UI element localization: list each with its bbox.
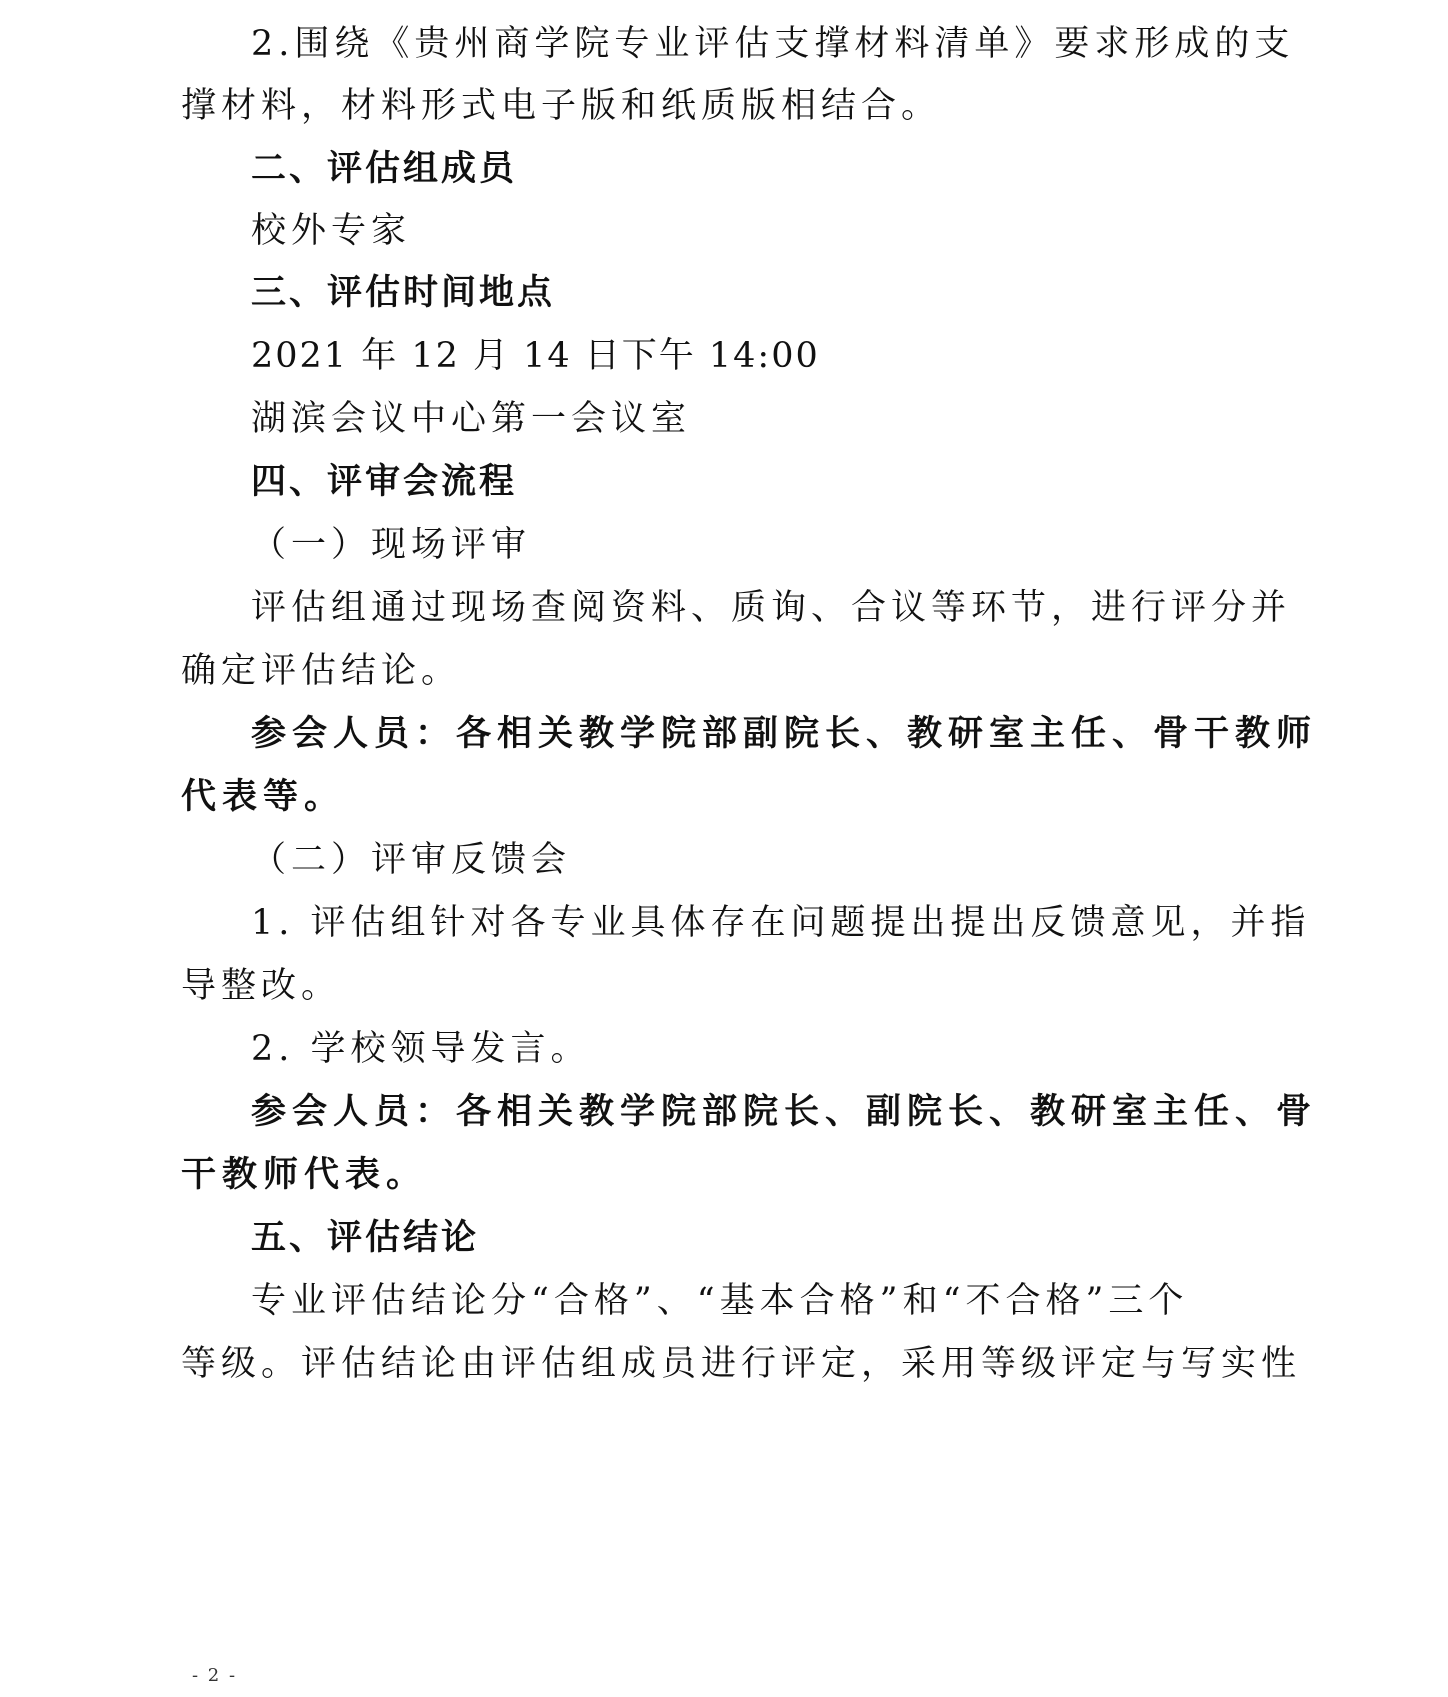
- paragraph-feedback-item-1: 1. 评估组针对各专业具体存在问题提出提出反馈意见，并指: [251, 903, 1311, 943]
- paragraph-attendees-onsite: 参会人员：各相关教学院部副院长、教研室主任、骨干教师: [251, 713, 1318, 754]
- paragraph-external-experts: 校外专家: [251, 211, 412, 251]
- heading-review-process: 四、评审会流程: [251, 462, 518, 502]
- subheading-onsite-review: （一）现场评审: [251, 525, 532, 565]
- paragraph-conclusion-levels: 专业评估结论分“合格”、“基本合格”和“不合格”三个: [251, 1281, 1189, 1321]
- heading-evaluation-members: 二、评估组成员: [251, 149, 518, 189]
- paragraph-attendees-feedback-cont: 干教师代表。: [181, 1154, 428, 1195]
- paragraph-attendees-feedback: 参会人员：各相关教学院部院长、副院长、教研室主任、骨: [251, 1091, 1318, 1132]
- subheading-feedback-meeting: （二）评审反馈会: [251, 840, 572, 880]
- paragraph-venue: 湖滨会议中心第一会议室: [251, 399, 692, 439]
- paragraph-attendees-onsite-cont: 代表等。: [181, 776, 346, 817]
- paragraph-conclusion-levels-cont: 等级。评估结论由评估组成员进行评定，采用等级评定与写实性: [181, 1344, 1302, 1384]
- paragraph-onsite-review-cont: 确定评估结论。: [181, 651, 462, 691]
- paragraph-support-materials: 2.围绕《贵州商学院专业评估支撑材料清单》要求形成的支: [251, 24, 1295, 64]
- paragraph-date-time: 2021 年 12 月 14 日下午 14:00: [251, 336, 820, 376]
- page-number: - 2 -: [192, 1665, 238, 1686]
- paragraph-onsite-review: 评估组通过现场查阅资料、质询、合议等环节，进行评分并: [251, 588, 1292, 628]
- heading-evaluation-conclusion: 五、评估结论: [251, 1218, 480, 1258]
- paragraph-feedback-item-1-cont: 导整改。: [181, 966, 342, 1006]
- paragraph-support-materials-cont: 撑材料，材料形式电子版和纸质版相结合。: [181, 86, 942, 126]
- heading-time-location: 三、评估时间地点: [251, 273, 556, 313]
- paragraph-feedback-item-2: 2. 学校领导发言。: [251, 1029, 591, 1069]
